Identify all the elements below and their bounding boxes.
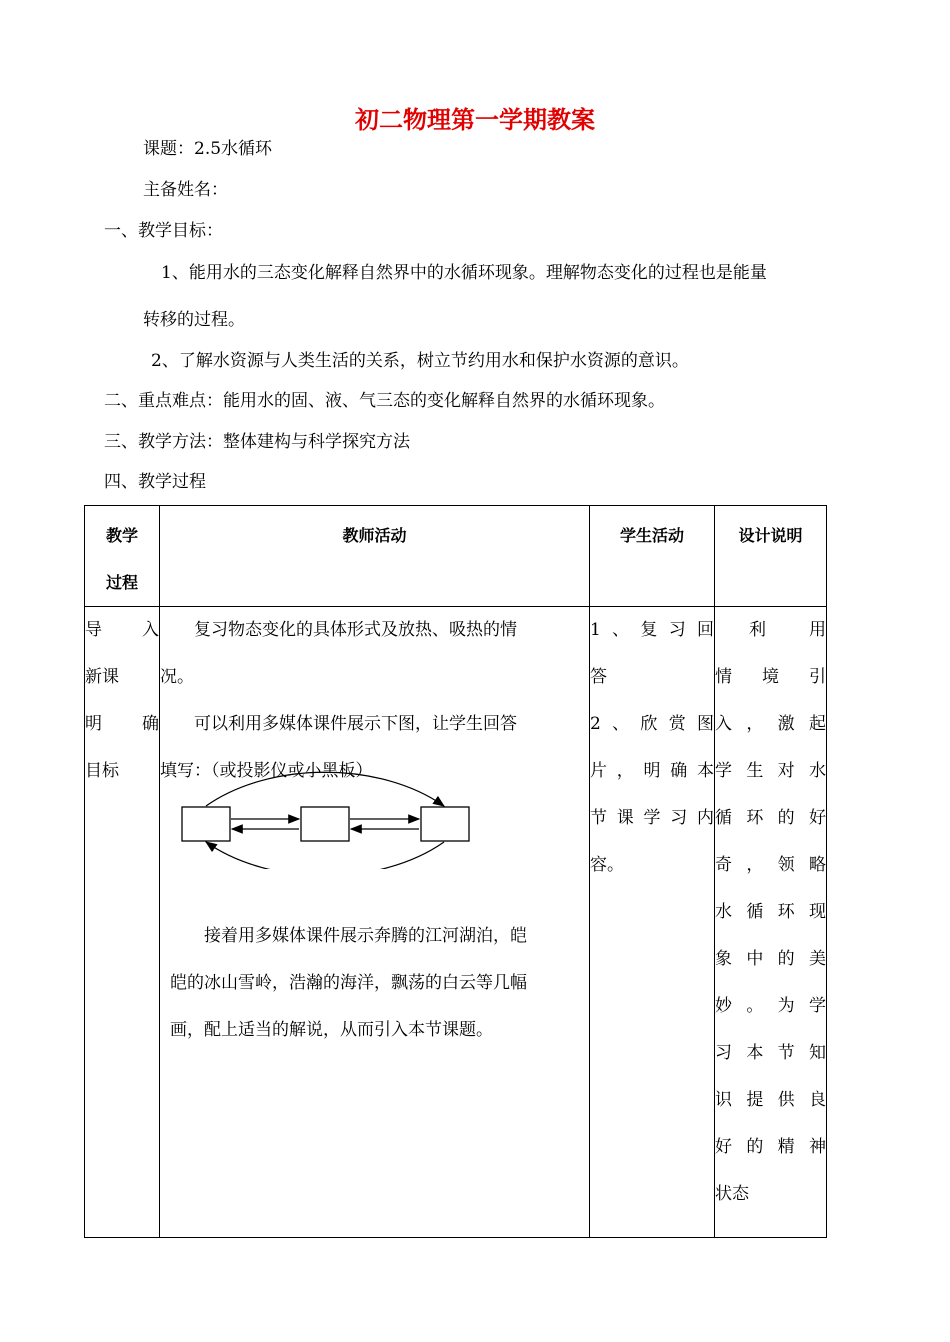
- arrow-bottom-arc: [206, 842, 444, 869]
- student-line: 节课学习内: [590, 808, 714, 828]
- student-line: 答: [590, 667, 607, 687]
- teacher-p1-line-1: 复习物态变化的具体形式及放热、吸热的情: [194, 620, 517, 640]
- design-line: 习本节知: [715, 1043, 826, 1063]
- design-line: 水循环现: [715, 902, 826, 922]
- diagram-box-left: [182, 807, 230, 841]
- process-line: 目标: [85, 761, 119, 781]
- table-row: [85, 607, 827, 1238]
- section-process-heading: 四、教学过程: [104, 472, 206, 492]
- process-line: 新课: [85, 667, 119, 687]
- design-line: 入，激起: [715, 714, 826, 734]
- teacher-paragraph-1: [160, 607, 589, 654]
- goal-2: 2、了解水资源与人类生活的关系，树立节约用水和保护水资源的意识。: [151, 351, 689, 371]
- design-line: 状态: [715, 1184, 749, 1204]
- header-student-activity: 学生活动: [590, 506, 715, 607]
- goal-1-line-1: 1、能用水的三态变化解释自然界中的水循环现象。理解物态变化的过程也是能量: [161, 263, 767, 283]
- teacher-p2-line-2: 填写：（或投影仪或小黑板）: [160, 761, 373, 781]
- design-line: 识提供良: [715, 1090, 826, 1110]
- arrow-top-arc: [206, 772, 444, 806]
- design-line: 情境引: [715, 667, 826, 687]
- design-line: 妙。为学: [715, 996, 826, 1016]
- student-line: 2、欣赏图: [590, 714, 714, 734]
- student-activity-cell: [590, 607, 715, 1238]
- lesson-topic: 课题：2.5水循环: [143, 139, 273, 159]
- design-line: 学生对水: [715, 761, 826, 781]
- section-key-points: 二、重点难点：能用水的固、液、气三态的变化解释自然界的水循环现象。: [104, 391, 665, 411]
- header-process: [85, 506, 160, 607]
- preparer-name: 主备姓名：: [143, 180, 228, 200]
- header-design-notes: 设计说明: [715, 506, 827, 607]
- process-cell: [85, 607, 160, 1238]
- design-notes-cell: [715, 607, 827, 1238]
- student-line: 容。: [590, 855, 624, 875]
- teacher-p3-line-2: 皑的冰山雪岭，浩瀚的海洋，飘荡的白云等几幅: [170, 973, 527, 993]
- teacher-p3-line-1: 接着用多媒体课件展示奔腾的江河湖泊，皑: [204, 926, 527, 946]
- design-line: 好的精神: [715, 1137, 826, 1157]
- header-process-line-2: 过程: [105, 573, 138, 592]
- section-methods: 三、教学方法：整体建构与科学探究方法: [104, 432, 410, 452]
- process-line: 明 确: [85, 714, 159, 734]
- goal-1-line-2: 转移的过程。: [143, 310, 245, 330]
- design-line: 循环的好: [715, 808, 826, 828]
- student-line: 1、复习回: [590, 620, 714, 640]
- section-goals-heading: 一、教学目标：: [104, 221, 223, 241]
- student-line: 片，明确本: [590, 761, 714, 781]
- header-process-line-1: 教学: [105, 526, 138, 545]
- lesson-process-table: [84, 505, 827, 1238]
- teacher-p2-line-1: 可以利用多媒体课件展示下图，让学生回答: [194, 714, 517, 734]
- design-line: 奇，领略: [715, 855, 826, 875]
- document-title: 初二物理第一学期教案: [355, 106, 595, 134]
- teacher-p3-line-3: 画，配上适当的解说，从而引入本节课题。: [170, 1020, 493, 1040]
- process-line: 导 入: [85, 620, 159, 640]
- teacher-activity-cell: [160, 607, 590, 1238]
- table-header-row: [85, 506, 827, 607]
- water-cycle-diagram: [180, 769, 480, 869]
- diagram-box-right: [421, 807, 469, 841]
- teacher-p1-line-2: 况。: [160, 667, 194, 687]
- header-teacher-activity: 教师活动: [160, 506, 590, 607]
- design-line: 象中的美: [715, 949, 826, 969]
- diagram-box-middle: [301, 807, 349, 841]
- design-line: 利用: [749, 620, 826, 640]
